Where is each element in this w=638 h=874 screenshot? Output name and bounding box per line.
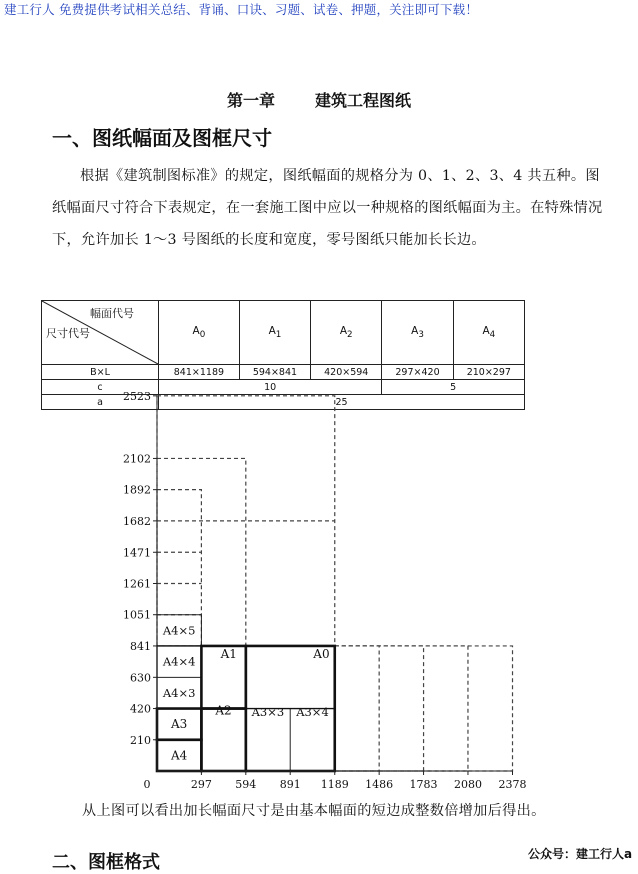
size-header-a1: $A_1$	[239, 301, 310, 365]
y-tick-label-1471: 1471	[123, 546, 151, 560]
block-label-a3: A3	[170, 717, 188, 732]
cell-bl-a3: 297×420	[382, 365, 453, 380]
cell-bl-a4: 210×297	[453, 365, 524, 380]
x-tick-label-891: 891	[279, 778, 301, 791]
extra-label-a3x4: A3×4	[296, 704, 329, 719]
diagram-caption: 从上图可以看出加长幅面尺寸是由基本幅面的短边成整数倍增加后得出。	[82, 803, 546, 819]
row-label-bl: B×L	[42, 365, 159, 380]
block-a2	[201, 709, 245, 771]
cell-bl-a1: 594×841	[239, 365, 310, 380]
origin-label: 0	[143, 778, 151, 791]
dashed-extension-x-1486	[335, 646, 379, 771]
block-label-a4: A4	[170, 748, 188, 763]
y-tick-label-841: 841	[130, 639, 151, 653]
section-title: 一、图纸幅面及图框尺寸	[52, 126, 272, 150]
cell-a-all: 25	[159, 395, 525, 410]
size-header-a4: $A_4$	[453, 301, 524, 365]
y-tick-label-210: 210	[130, 733, 151, 747]
y-tick-label-630: 630	[130, 671, 151, 685]
y-tick-label-2523: 2523	[123, 389, 151, 403]
body-paragraph: 根据《建筑制图标准》的规定，图纸幅面的规格分为 0、1、2、3、4 共五种。图纸幅面尺寸符合下表规定，在一套施工图中应以一种规格的图纸幅面为主。在特殊情况下，允许加长 1～3 号图纸的长度和宽度，零号图纸只能加长长边。	[52, 168, 603, 248]
y-tick-label-1892: 1892	[123, 483, 151, 497]
cell-bl-a2: 420×594	[311, 365, 382, 380]
extra-label-a3x3: A3×3	[251, 704, 285, 719]
section-2-title: 二、图框格式	[52, 852, 160, 873]
row-label-a: a	[42, 395, 159, 410]
chapter-title: 建筑工程图纸	[315, 91, 412, 110]
corner-bottom-label: 尺寸代号	[46, 327, 90, 340]
extra-label-a4x5: A4×5	[162, 623, 196, 638]
y-tick-label-2102: 2102	[123, 452, 151, 466]
footer-account: 公众号：建工行人a	[528, 847, 633, 861]
y-tick-label-1682: 1682	[123, 514, 151, 528]
cell-bl-a0: 841×1189	[159, 365, 240, 380]
x-tick-label-2378: 2378	[498, 778, 527, 791]
block-label-a1: A1	[220, 646, 237, 661]
dashed-extension-x-2080	[335, 646, 468, 771]
y-tick-label-1051: 1051	[123, 608, 151, 622]
row-label-c: c	[42, 380, 159, 395]
size-header-a2: $A_2$	[311, 301, 382, 365]
y-tick-label-1261: 1261	[123, 577, 151, 591]
extra-label-a4x4: A4×4	[162, 654, 196, 669]
x-tick-label-594: 594	[235, 778, 257, 791]
block-label-a2: A2	[215, 703, 232, 718]
extra-label-a4x3: A4×3	[162, 685, 196, 700]
x-tick-label-2080: 2080	[453, 778, 482, 791]
chapter-number: 第一章	[226, 91, 275, 110]
y-tick-label-420: 420	[130, 702, 151, 716]
x-tick-label-297: 297	[190, 778, 212, 791]
x-tick-label-1189: 1189	[320, 778, 349, 791]
size-header-a0: $A_0$	[159, 301, 240, 365]
x-tick-label-1486: 1486	[365, 778, 394, 791]
corner-top-label: 幅面代号	[90, 307, 134, 320]
x-tick-label-1783: 1783	[409, 778, 438, 791]
cell-c-a3-a4: 5	[382, 380, 525, 395]
size-header-a3: $A_3$	[382, 301, 453, 365]
block-label-a0: A0	[313, 646, 330, 661]
cell-c-a0-a2: 10	[159, 380, 382, 395]
top-banner: 建工行人 免费提供考试相关总结、背诵、口诀、习题、试卷、押题，关注即可下载！	[4, 2, 479, 17]
